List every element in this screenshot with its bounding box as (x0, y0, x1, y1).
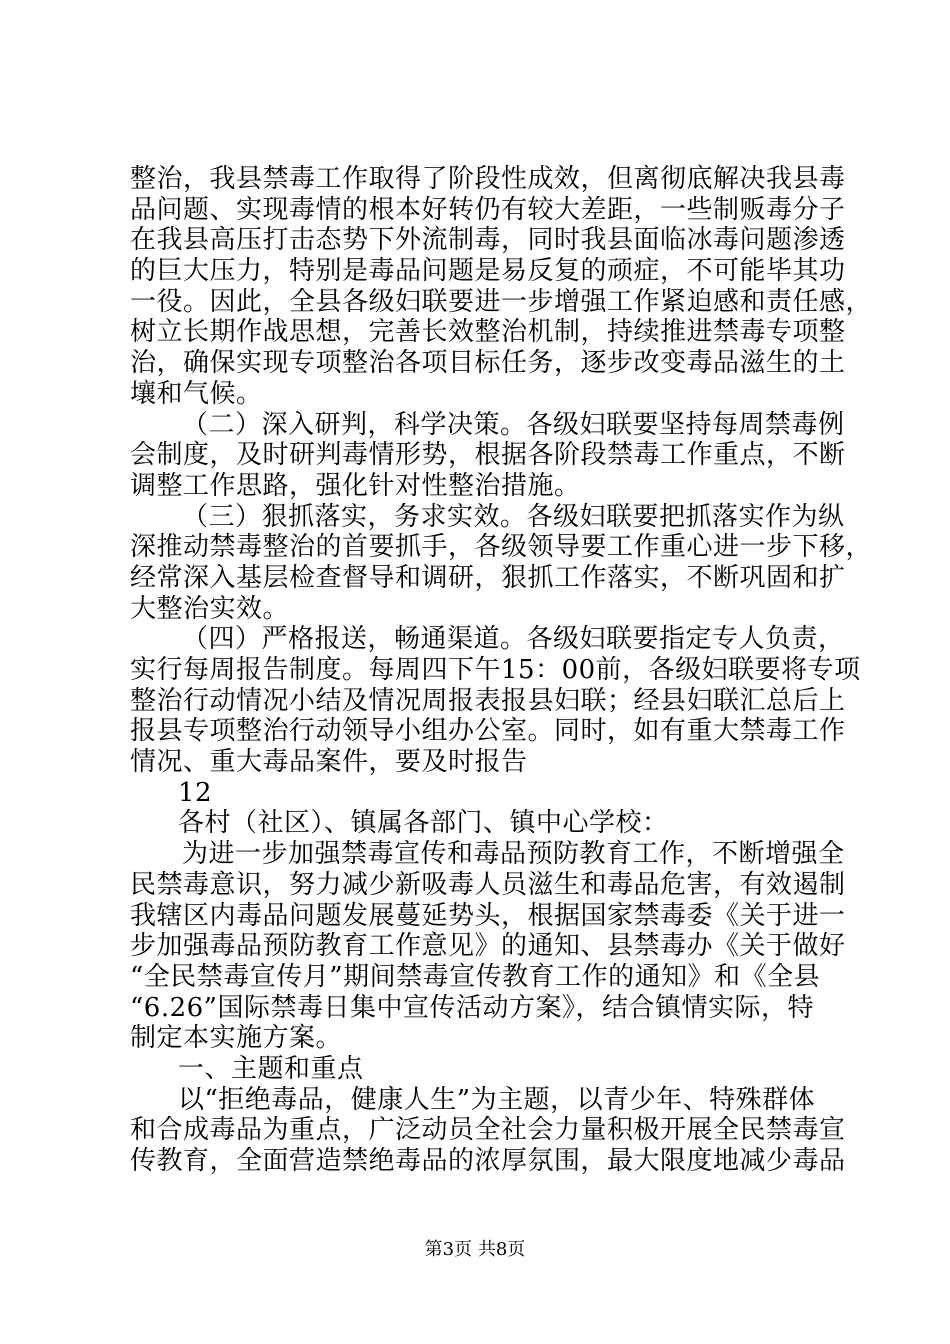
body-line: 传教育，全面营造禁绝毒品的浓厚氛围，最大限度地减少毒品 (130, 1146, 846, 1176)
body-line: （三）狠抓落实，务求实效。各级妇联要把抓落实作为纵 (182, 501, 845, 532)
body-line: 实行每周报告制度。每周四下午15：00前，各级妇联要将专项 (130, 655, 861, 685)
body-line: “6.26”国际禁毒日集中宣传活动方案》，结合镇情实际，特 (130, 992, 814, 1023)
body-line: 会制度，及时研判毒情形势，根据各阶段禁毒工作重点，不断 (130, 440, 846, 471)
body-line: 和合成毒品为重点，广泛动员全社会力量积极开展全民禁毒宣 (130, 1115, 846, 1146)
body-line: 整治，我县禁毒工作取得了阶段性成效，但离彻底解决我县毒 (130, 164, 846, 194)
body-line: 一役。因此，全县各级妇联要进一步增强工作紧迫感和责任感， (130, 286, 873, 317)
body-line: “全民禁毒宣传月”期间禁毒宣传教育工作的通知》和《全县 (130, 961, 821, 992)
body-line: 民禁毒意识，努力减少新吸毒人员滋生和毒品危害，有效遏制 (130, 869, 846, 900)
body-line: 12 (178, 777, 213, 808)
body-line: 调整工作思路，强化针对性整治措施。 (130, 470, 581, 501)
body-line: 以“拒绝毒品，健康人生”为主题，以青少年、特殊群体 (178, 1084, 816, 1115)
body-line: 的巨大压力，特别是毒品问题是易反复的顽症，不可能毕其功 (130, 256, 846, 287)
page-footer: 第3页 共8页 (424, 1239, 526, 1260)
body-line: 一、主题和重点 (178, 1053, 364, 1084)
body-line: 壤和气候。 (130, 378, 263, 409)
body-line: 我辖区内毒品问题发展蔓延势头，根据国家禁毒委《关于进一 (130, 900, 846, 931)
body-line: 树立长期作战思想，完善长效整治机制，持续推进禁毒专项整 (130, 317, 846, 348)
body-line: 大整治实效。 (130, 593, 290, 624)
body-line: 情况、重大毒品案件，要及时报告 (130, 747, 528, 778)
body-line: 在我县高压打击态势下外流制毒，同时我县面临冰毒问题渗透 (130, 225, 846, 256)
body-line: （二）深入研判，科学决策。各级妇联要坚持每周禁毒例 (182, 409, 845, 440)
body-line: 各村（社区）、镇属各部门、镇中心学校： (178, 808, 669, 839)
body-line: 报县专项整治行动领导小组办公室。同时，如有重大禁毒工作 (130, 716, 846, 747)
body-line: 深推动禁毒整治的首要抓手，各级领导要工作重心进一步下移， (130, 532, 873, 563)
body-line: 品问题、实现毒情的根本好转仍有较大差距，一些制贩毒分子 (130, 194, 846, 225)
body-line: 经常深入基层检查督导和调研，狠抓工作落实，不断巩固和扩 (130, 562, 846, 593)
body-line: （四）严格报送，畅通渠道。各级妇联要指定专人负责， (182, 624, 845, 655)
body-line: 为进一步加强禁毒宣传和毒品预防教育工作，不断增强全 (182, 839, 845, 870)
body-line: 制定本实施方案。 (130, 1023, 343, 1054)
body-line: 步加强毒品预防教育工作意见》的通知、县禁毒办《关于做好 (130, 931, 846, 962)
body-line: 治，确保实现专项整治各项目标任务，逐步改变毒品滋生的土 (130, 348, 846, 379)
body-line: 整治行动情况小结及情况周报表报县妇联；经县妇联汇总后上 (130, 685, 846, 716)
